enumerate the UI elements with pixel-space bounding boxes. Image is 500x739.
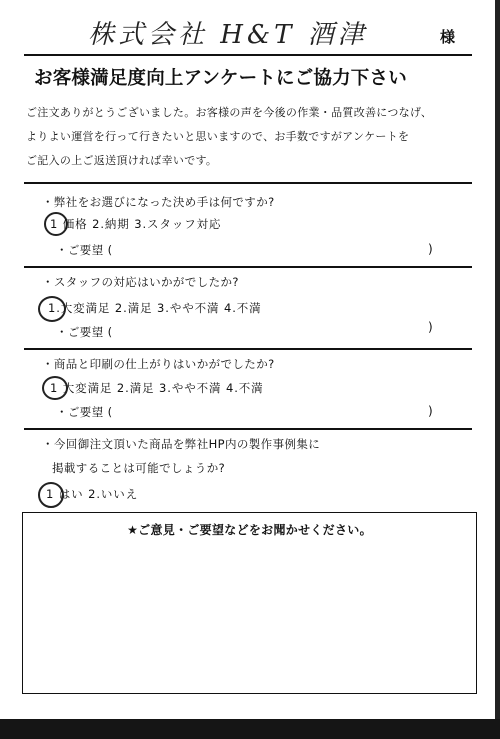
q2-request-field[interactable]: ・ご要望 ( [56,325,113,339]
survey-title: お客様満足度向上アンケートにご協力下さい [34,68,407,89]
q2-question: ・スタッフの対応はいかがでしたか? [42,275,239,289]
q3-request-field[interactable]: ・ご要望 ( [56,405,113,419]
q4-options[interactable]: 1 はい 2.いいえ [46,487,139,501]
scan-edge-bottom [0,719,500,739]
q2-options[interactable]: 1.大変満足 2.満足 3.やや不満 4.不満 [48,301,262,315]
q3-options[interactable]: 1 大変満足 2.満足 3.やや不満 4.不満 [50,381,264,395]
divider [24,182,472,184]
q4-question-line-2: 掲載することは可能でしょうか? [52,461,226,475]
comments-title: ★ご意見・ご要望などをお聞かせください。 [127,523,372,537]
q1-question: ・弊社をお選びになった決め手は何ですか? [42,195,275,209]
divider [24,266,472,268]
q1-options[interactable]: 1 価格 2.納期 3.スタッフ対応 [50,217,222,231]
customer-name: 株式会社 H&T 酒津 [88,20,368,50]
intro-line-2: よりよい運営を行って行きたいと思いますので、お手数ですがアンケートを [26,130,410,143]
divider [24,428,472,430]
comments-box[interactable] [22,512,477,694]
q4-question-line-1: ・今回御注文頂いた商品を弊社HP内の製作事例集に [42,437,321,451]
q3-question: ・商品と印刷の仕上がりはいかがでしたか? [42,357,275,371]
q1-request-close: ) [428,242,433,256]
intro-line-1: ご注文ありがとうございました。お客様の声を今後の作業・品質改善につなげ、 [26,106,433,119]
q3-request-close: ) [428,404,433,418]
q2-request-close: ) [428,320,433,334]
scan-edge-right [495,0,500,739]
intro-line-3: ご記入の上ご返送頂ければ幸いです。 [26,154,218,167]
divider [24,348,472,350]
name-underline [24,54,472,56]
honorific-label: 様 [440,28,456,46]
q1-request-field[interactable]: ・ご要望 ( [56,243,113,257]
